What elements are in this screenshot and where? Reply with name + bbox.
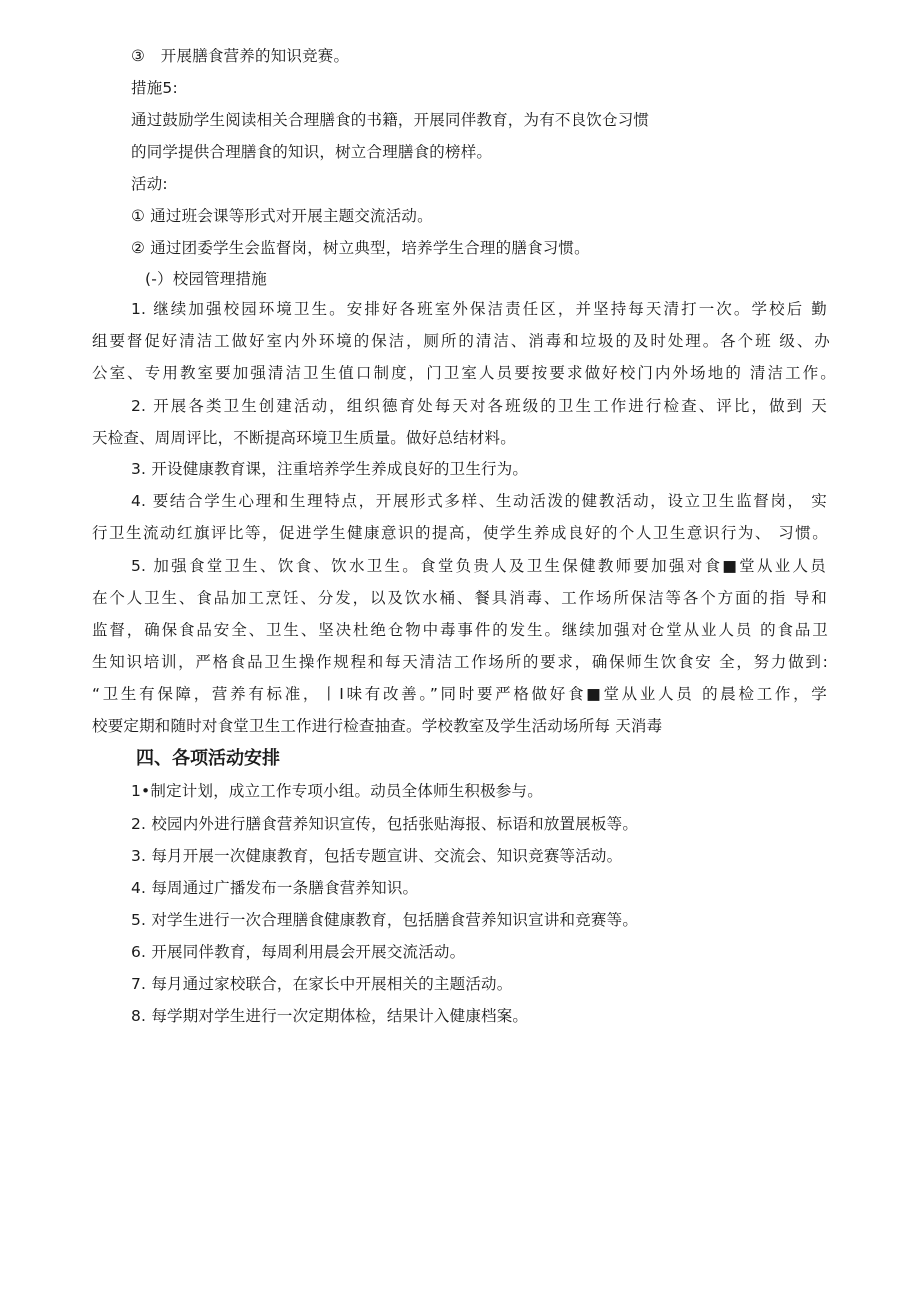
subsection-heading: (-）校园管理措施 <box>145 270 267 288</box>
text-line: 在个人卫生、食品加工烹饪、分发，以及饮水桶、餐具消毒、工作场所保洁等各个方面的指 导和 <box>92 589 827 607</box>
text-line: 组要督促好清洁工做好室内外环境的保洁，厕所的清洁、消毒和垃圾的及时处理。各个班 级、办 <box>92 332 830 350</box>
text-line: 的同学提供合理膳食的知识，树立合理膳食的榜样。 <box>131 143 493 161</box>
list-item: 4. 每周通过广播发布一条膳食营养知识。 <box>131 879 419 897</box>
list-item: 8. 每学期对学生进行一次定期体检，结果计入健康档案。 <box>131 1007 529 1025</box>
text-line: 通过鼓励学生阅读相关合理膳食的书籍，开展同伴教育，为有不良饮仓习惯 <box>131 111 650 129</box>
text-line: ③ 开展膳食营养的知识竞赛。 <box>131 47 350 65</box>
text-line: 公室、专用教室要加强清洁卫生值口制度，门卫室人员要按要求做好校门内外场地的 清洁工作。 <box>92 364 836 382</box>
text-line: 行卫生流动红旗评比等，促进学生健康意识的提高，使学生养成良好的个人卫生意识行为、 习惯。 <box>92 524 828 542</box>
text-line: ① 通过班会课等形式对开展主题交流活动。 <box>131 207 433 225</box>
list-item: 6. 开展同伴教育，每周利用晨会开展交流活动。 <box>131 943 466 961</box>
list-item: 2. 校园内外进行膳食营养知识宣传，包括张贴海报、标语和放置展板等。 <box>131 815 639 833</box>
text-line: 天检查、周周评比，不断提高环境卫生质量。做好总结材料。 <box>92 429 516 447</box>
text-line: 生知识培训，严格食品卫生操作规程和每天清洁工作场所的要求，确保师生饮食安 全，努力做到: <box>92 653 828 671</box>
text-line: 5. 加强食堂卫生、饮食、饮水卫生。食堂负贵人及卫生保健教师要加强对食■堂从业人员 <box>131 557 826 575</box>
section-heading: 四、各项活动安排 <box>136 748 280 769</box>
text-line: ② 通过团委学生会监督岗，树立典型，培养学生合理的膳食习惯。 <box>131 239 590 257</box>
list-item: 1•制定计划，成立工作专项小组。动员全体师生积极参与。 <box>131 782 543 800</box>
text-line: 校要定期和随时对食堂卫生工作进行检查抽查。学校教室及学生活动场所每 天消毒 <box>92 717 663 735</box>
text-line: 活动: <box>131 175 168 193</box>
text-line: 2. 开展各类卫生创建活动，组织德育处每天对各班级的卫生工作进行检查、评比，做到 天 <box>131 397 827 415</box>
text-line: 监督，确保食品安全、卫生、坚决杜绝仓物中毒事件的发生。继续加强对仓堂从业人员 的食品卫 <box>92 621 828 639</box>
text-line: 4. 要结合学生心理和生理特点，开展形式多样、生动活泼的健教活动，设立卫生监督岗， 实 <box>131 492 827 510</box>
text-line: 1. 继续加强校园环境卫生。安排好各班室外保洁责任区，并坚持每天清打一次。学校后 勤 <box>131 300 827 318</box>
list-item: 7. 每月通过家校联合，在家长中开展相关的主题活动。 <box>131 975 513 993</box>
list-item: 5. 对学生进行一次合理膳食健康教育，包括膳食营养知识宣讲和竞赛等。 <box>131 911 639 929</box>
list-item: 3. 每月开展一次健康教育，包括专题宣讲、交流会、知识竞赛等活动。 <box>131 847 623 865</box>
text-line: “卫生有保障，营养有标准，丨I味有改善。”同时要严格做好食■堂从业人员 的晨检工作，学 <box>92 685 827 703</box>
text-line: 措施5: <box>131 79 178 97</box>
text-line: 3. 开设健康教育课，注重培养学生养成良好的卫生行为。 <box>131 460 529 478</box>
